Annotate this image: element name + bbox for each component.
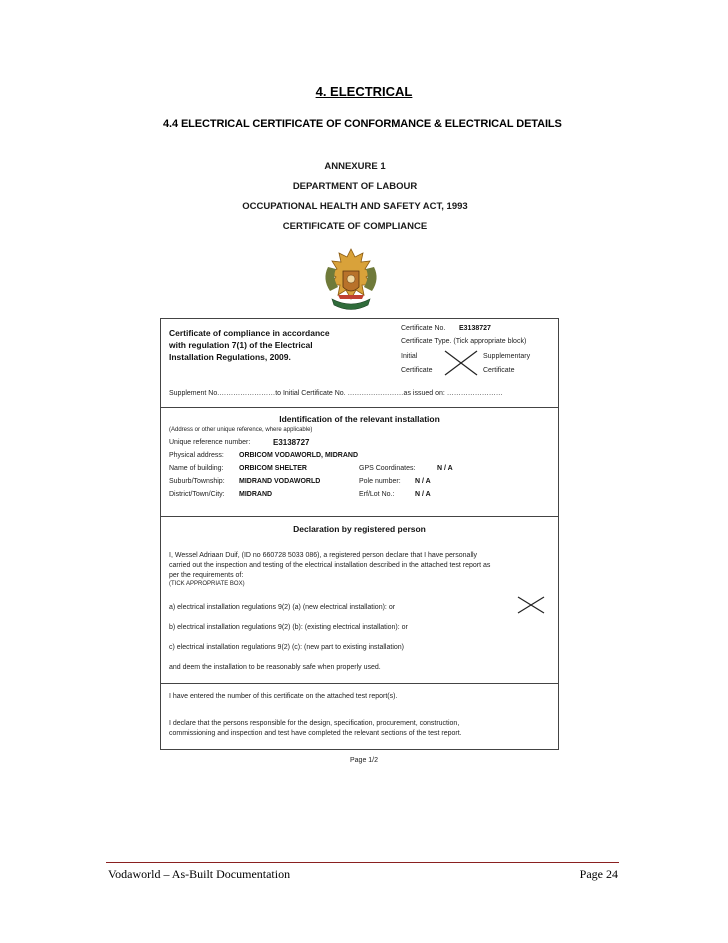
option-b-text: b) electrical installation regulations 9(2) (b): (existing electrical installation): or <box>169 624 408 631</box>
certificate-type-label: Certificate Type. (Tick appropriate block) <box>401 338 527 345</box>
scan-page-marker: Page 1/2 <box>349 757 379 764</box>
declaration-line-2: carried out the inspection and testing of the electrical installation described in the attached test report as <box>169 562 491 569</box>
certificate-number-label: Certificate No. <box>401 325 446 332</box>
building-name-value: ORBICOM SHELTER <box>239 465 307 472</box>
type-initial-certificate-label: Certificate <box>401 367 433 374</box>
declaration-line-1: I, Wessel Adriaan Duif, (ID no 660728 5033 086), a registered person declare that I have personally <box>169 552 478 559</box>
declare-persons-line-1: I declare that the persons responsible for the design, specification, procurement, construction, <box>169 720 460 727</box>
certificate-number-value: E3138727 <box>459 325 491 332</box>
option-c-text: c) electrical installation regulations 9(2) (c): (new part to existing installation) <box>169 644 404 651</box>
district-label: District/Town/City: <box>169 491 225 498</box>
physical-address-label: Physical address: <box>169 452 224 459</box>
district-value: MIDRAND <box>239 491 273 498</box>
erf-number-value: N / A <box>415 491 431 498</box>
act-title: OCCUPATIONAL HEALTH AND SAFETY ACT, 1993 <box>242 201 468 212</box>
type-initial-label: Initial <box>401 353 418 360</box>
identification-title: Identification of the relevant installation <box>279 414 440 424</box>
department-title: DEPARTMENT OF LABOUR <box>292 181 418 192</box>
pole-number-label: Pole number: <box>359 478 401 485</box>
annexure-title: ANNEXURE 1 <box>324 161 386 172</box>
compliance-line-3: Installation Regulations, 2009. <box>169 352 291 362</box>
physical-address-value: ORBICOM VODAWORLD, MIDRAND <box>239 452 358 459</box>
certificate-form <box>160 318 559 750</box>
tick-box-note: (TICK APPROPRIATE BOX) <box>169 581 245 587</box>
compliance-line-2: with regulation 7(1) of the Electrical <box>169 340 313 350</box>
option-a-text: a) electrical installation regulations 9(2) (a) (new electrical installation): or <box>169 604 396 611</box>
erf-number-label: Erf/Lot No.: <box>359 491 395 498</box>
supplement-line: Supplement No.……………………to Initial Certificate No. ……………………as issued on: …………………… <box>169 390 503 397</box>
building-name-label: Name of building: <box>169 465 224 472</box>
pole-number-value: N / A <box>415 478 431 485</box>
footer-divider <box>106 862 619 863</box>
gps-label: GPS Coordinates: <box>359 465 416 472</box>
entered-number-line: I have entered the number of this certificate on the attached test report(s). <box>169 693 398 700</box>
unique-reference-label: Unique reference number: <box>169 439 251 446</box>
type-supplementary-label: Supplementary <box>483 353 531 360</box>
declaration-title: Declaration by registered person <box>293 524 426 534</box>
initial-tick-cross-icon <box>443 349 479 377</box>
declaration-line-3: per the requirements of: <box>169 572 244 579</box>
type-supplementary-certificate-label: Certificate <box>483 367 515 374</box>
coat-of-arms-emblem <box>318 245 384 315</box>
unique-reference-value: E3138727 <box>273 438 310 447</box>
declare-persons-line-2: commissioning and inspection and test have completed the relevant sections of the test report. <box>169 730 462 737</box>
footer-page-number: Page 24 <box>579 867 618 881</box>
suburb-label: Suburb/Township: <box>169 478 225 485</box>
footer-document-title: Vodaworld – As-Built Documentation <box>108 867 291 881</box>
deem-safe-line: and deem the installation to be reasonably safe when properly used. <box>169 664 381 671</box>
section-heading: 4. ELECTRICAL <box>315 84 413 99</box>
section-subheading: 4.4 ELECTRICAL CERTIFICATE OF CONFORMANCE & ELECTRICAL DETAILS <box>163 118 562 130</box>
option-a-tick-cross-icon <box>516 593 546 617</box>
certificate-title: CERTIFICATE OF COMPLIANCE <box>282 221 428 232</box>
suburb-value: MIDRAND VODAWORLD <box>239 478 321 485</box>
compliance-line-1: Certificate of compliance in accordance <box>169 328 330 338</box>
address-note: (Address or other unique reference, where applicable) <box>169 427 313 433</box>
gps-value: N / A <box>437 465 453 472</box>
